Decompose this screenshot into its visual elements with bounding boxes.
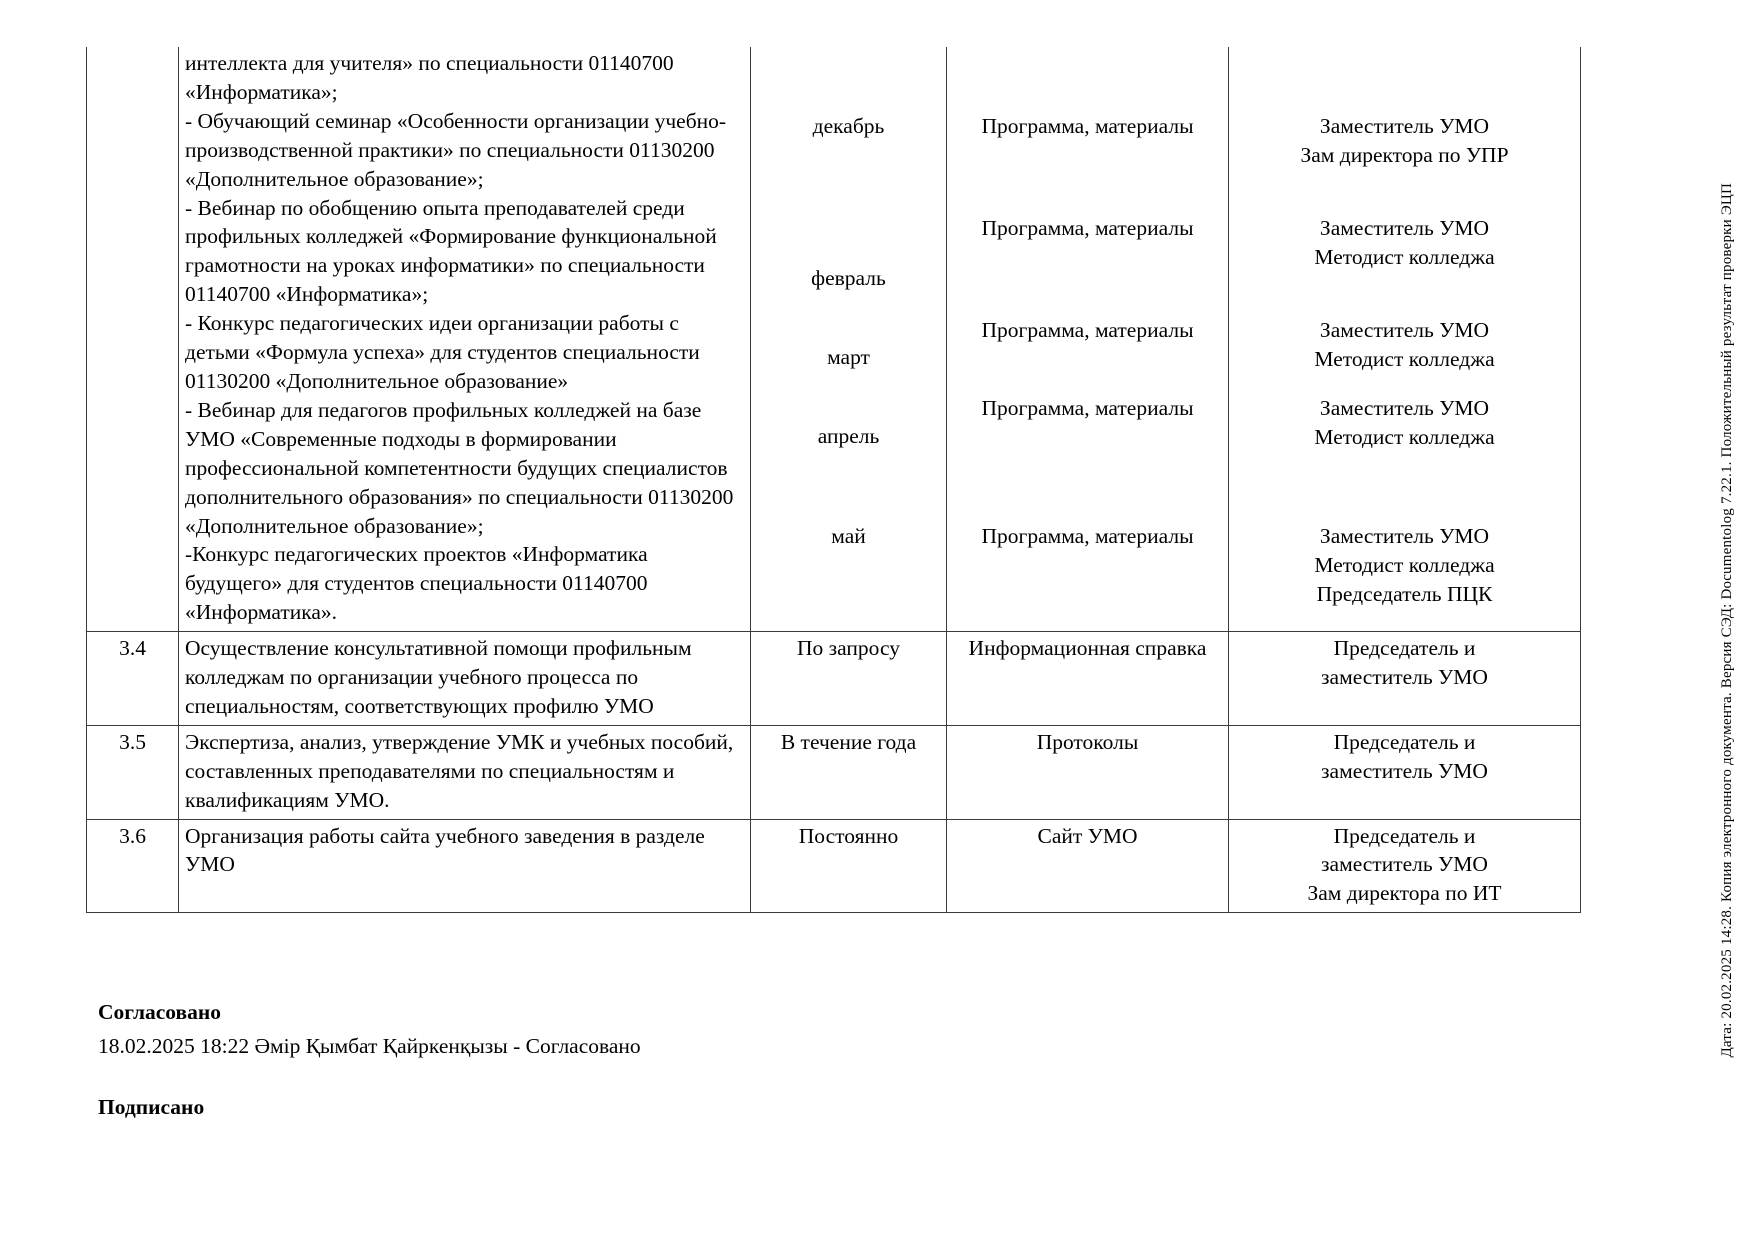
- responsible-value: Председатель и: [1333, 729, 1476, 754]
- table-row: [87, 725, 1581, 819]
- document-value: Программа, материалы: [981, 524, 1194, 548]
- term-value: декабрь: [812, 114, 885, 138]
- event-line: - Обучающий семинар «Особенности организации учебно-производственной практики» по специальности 01130200 «Дополнительное образование»;: [185, 108, 727, 191]
- row-responsible-cell: [1229, 632, 1581, 726]
- responsible-value: Председатель и: [1333, 636, 1476, 661]
- event-line: - Вебинар по обобщению опыта преподавателей среди профильных колледжей «Формирование функциональной грамотности на уроках информатики» по специальности 01140700 «Информатика»;: [185, 195, 717, 307]
- term-value: май: [831, 524, 866, 548]
- row-responsible-cell: [1229, 47, 1581, 632]
- row-document-cell: Информационная справка: [947, 632, 1229, 726]
- row-term-cell: В течение года: [751, 725, 947, 819]
- row-document-cell: Сайт УМО: [947, 819, 1229, 913]
- responsible-value: Методист колледжа: [1314, 553, 1495, 577]
- row-event-cell: [179, 47, 751, 632]
- row-number-cell: 3.6: [87, 819, 179, 913]
- responsible-value: Председатель ПЦК: [1316, 582, 1493, 606]
- approval-heading: Согласовано: [98, 1000, 222, 1024]
- row-term-cell: [751, 47, 947, 632]
- row-responsible-cell: [1229, 725, 1581, 819]
- document-value: Программа, материалы: [981, 114, 1194, 138]
- row-responsible-cell: [1229, 819, 1581, 913]
- row-document-cell: [947, 47, 1229, 632]
- approval-block: [98, 995, 641, 1064]
- term-value: февраль: [811, 266, 886, 290]
- responsible-value: Методист колледжа: [1314, 425, 1495, 449]
- approval-line: 18.02.2025 18:22 Әмір Қымбат Қайркенқызы - Согласовано: [98, 1034, 641, 1059]
- responsible-value: заместитель УМО: [1321, 758, 1488, 783]
- edoc-verification-stamp: [1707, 0, 1747, 1240]
- signed-heading: Подписано: [98, 1095, 205, 1119]
- row-term-cell: По запросу: [751, 632, 947, 726]
- responsible-value: Председатель и: [1333, 823, 1476, 848]
- responsible-value: Методист колледжа: [1314, 245, 1495, 269]
- responsible-value: Зам директора по ИТ: [1307, 881, 1502, 906]
- event-line: - Вебинар для педагогов профильных колледжей на базе УМО «Современные подходы в формировании профессиональной компетентности будущих специалистов дополнительного образования» по специальности 01130200 «Дополнительное образование»;: [185, 397, 734, 538]
- row-number-cell: [87, 47, 179, 632]
- responsible-value: Заместитель УМО: [1319, 524, 1490, 548]
- event-line: интеллекта для учителя» по специальности 01140700 «Информатика»;: [185, 51, 674, 104]
- responsible-value: Методист колледжа: [1314, 347, 1495, 371]
- row-number-cell: 3.5: [87, 725, 179, 819]
- responsible-value: Заместитель УМО: [1319, 396, 1490, 420]
- term-value: апрель: [817, 424, 880, 448]
- event-line: -Конкурс педагогических проектов «Информатика будущего» для студентов специальности 01140700 «Информатика».: [185, 542, 648, 625]
- activity-plan-table: [86, 47, 1581, 913]
- row-event-cell: Экспертиза, анализ, утверждение УМК и учебных пособий, составленных преподавателями по специальностям и квалификациям УМО.: [179, 725, 751, 819]
- event-line: - Конкурс педагогических идеи организации работы с детьми «Формула успеха» для студентов специальности 01130200 «Дополнительное образование»: [185, 311, 700, 393]
- row-term-cell: Постоянно: [751, 819, 947, 913]
- table-row: [87, 47, 1581, 632]
- responsible-value: Заместитель УМО: [1319, 114, 1490, 138]
- row-document-cell: Протоколы: [947, 725, 1229, 819]
- document-value: Программа, материалы: [981, 216, 1194, 240]
- row-event-cell: Осуществление консультативной помощи профильным колледжам по организации учебного процесса по специальностям, соответствующих профилю УМО: [179, 632, 751, 726]
- table-row: [87, 819, 1581, 913]
- responsible-value: Заместитель УМО: [1319, 216, 1490, 240]
- responsible-value: Заместитель УМО: [1319, 318, 1490, 342]
- table-row: [87, 632, 1581, 726]
- document-value: Программа, материалы: [981, 318, 1194, 342]
- row-event-cell: Организация работы сайта учебного заведения в разделе УМО: [179, 819, 751, 913]
- responsible-value: Зам директора по УПР: [1300, 143, 1509, 167]
- term-value: март: [827, 345, 870, 369]
- edoc-verification-stamp-text: Дата: 20.02.2025 14:28. Копия электронного документа. Версия СЭД: Documentolog 7.22.1. Положительный результат проверки ЭЦП: [1718, 182, 1735, 1058]
- responsible-value: заместитель УМО: [1321, 852, 1488, 877]
- document-value: Программа, материалы: [981, 396, 1194, 420]
- row-number-cell: 3.4: [87, 632, 179, 726]
- responsible-value: заместитель УМО: [1321, 665, 1488, 690]
